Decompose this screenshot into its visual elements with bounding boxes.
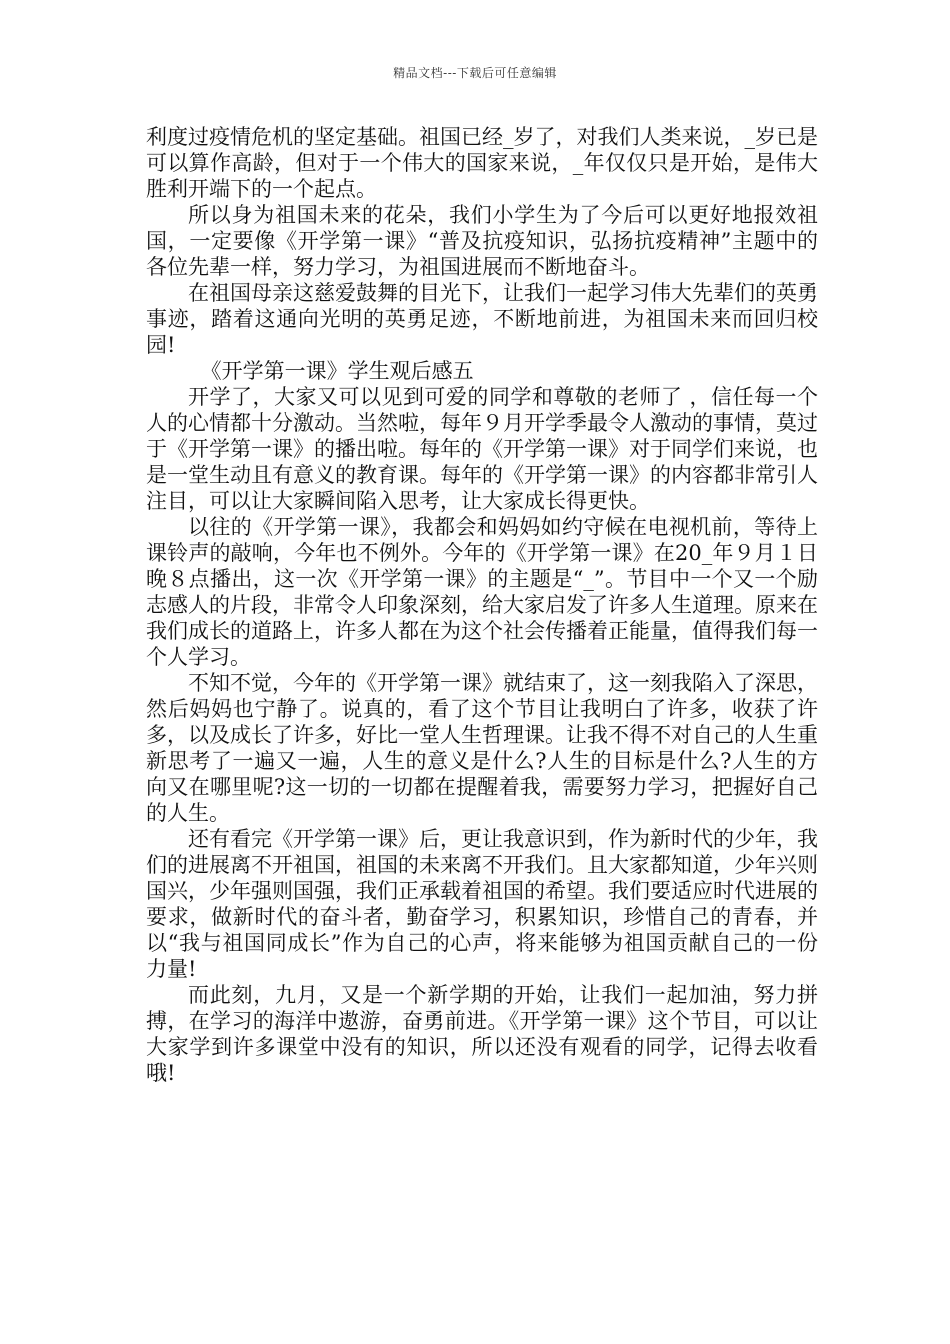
- paragraph-continued: 利度过疫情危机的坚定基础。祖国已经_岁了，对我们人类来说，_岁已是可以算作高龄，但对于一个伟大的国家来说，_年仅仅只是开始，是伟大胜利开端下的一个起点。: [146, 125, 818, 201]
- paragraph: 还有看完《开学第一课》后，更让我意识到，作为新时代的少年，我们的进展离不开祖国，祖国的未来离不开我们。且大家都知道，少年兴则国兴，少年强则国强，我们正承载着祖国的希望。我们要适应时代进展的要求，做新时代的奋斗者，勤奋学习，积累知识，珍惜自己的青春，并以“我与祖国同成长”作为自己的心声，将来能够为祖国贡献自己的一份力量!: [146, 827, 818, 981]
- paragraph: 所以身为祖国未来的花朵，我们小学生为了今后可以更好地报效祖国，一定要像《开学第一课》“普及抗疫知识，弘扬抗疫精神”主题中的各位先辈一样，努力学习，为祖国进展而不断地奋斗。: [146, 203, 818, 279]
- paragraph: 开学了，大家又可以见到可爱的同学和尊敬的老师了 ，信任每一个人的心情都十分激动。当然啦，每年９月开学季最令人激动的事情，莫过于《开学第一课》的播出啦。每年的《开学第一课》对于同学们来说，也是一堂生动且有意义的教育课。每年的《开学第一课》的内容都非常引人注目，可以让大家瞬间陷入思考，让大家成长得更快。: [146, 385, 818, 513]
- paragraph: 不知不觉，今年的《开学第一课》就结束了，这一刻我陷入了深思，然后妈妈也宁静了。说真的，看了这个节目让我明白了许多，收获了许多，以及成长了许多，好比一堂人生哲理课。让我不得不对自己的人生重新思考了一遍又一遍，人生的意义是什么?人生的目标是什么?人生的方向又在哪里呢?这一切的一切都在提醒着我，需要努力学习，把握好自己的人生。: [146, 671, 818, 825]
- paragraph: 而此刻，九月，又是一个新学期的开始，让我们一起加油，努力拼搏，在学习的海洋中遨游，奋勇前进。《开学第一课》这个节目，可以让大家学到许多课堂中没有的知识，所以还没有观看的同学，记得去收看哦!: [146, 983, 818, 1085]
- paragraph: 在祖国母亲这慈爱鼓舞的目光下，让我们一起学习伟大先辈们的英勇事迹，踏着这通向光明的英勇足迹，不断地前进，为祖国未来而回归校园!: [146, 281, 818, 357]
- section-title: 《开学第一课》学生观后感五: [200, 359, 474, 383]
- document-body: [146, 124, 818, 1086]
- paragraph: 以往的《开学第一课》，我都会和妈妈如约守候在电视机前，等待上课铃声的敲响，今年也不例外。今年的《开学第一课》在20_年９月１日晚８点播出，这一次《开学第一课》的主题是“_”。节目中一个又一个励志感人的片段，非常令人印象深刻，给大家启发了许多人生道理。原来在我们成长的道路上，许多人都在为这个社会传播着正能量，值得我们每一个人学习。: [146, 515, 818, 669]
- page-header: 精品文档---下载后可任意编辑: [393, 66, 557, 80]
